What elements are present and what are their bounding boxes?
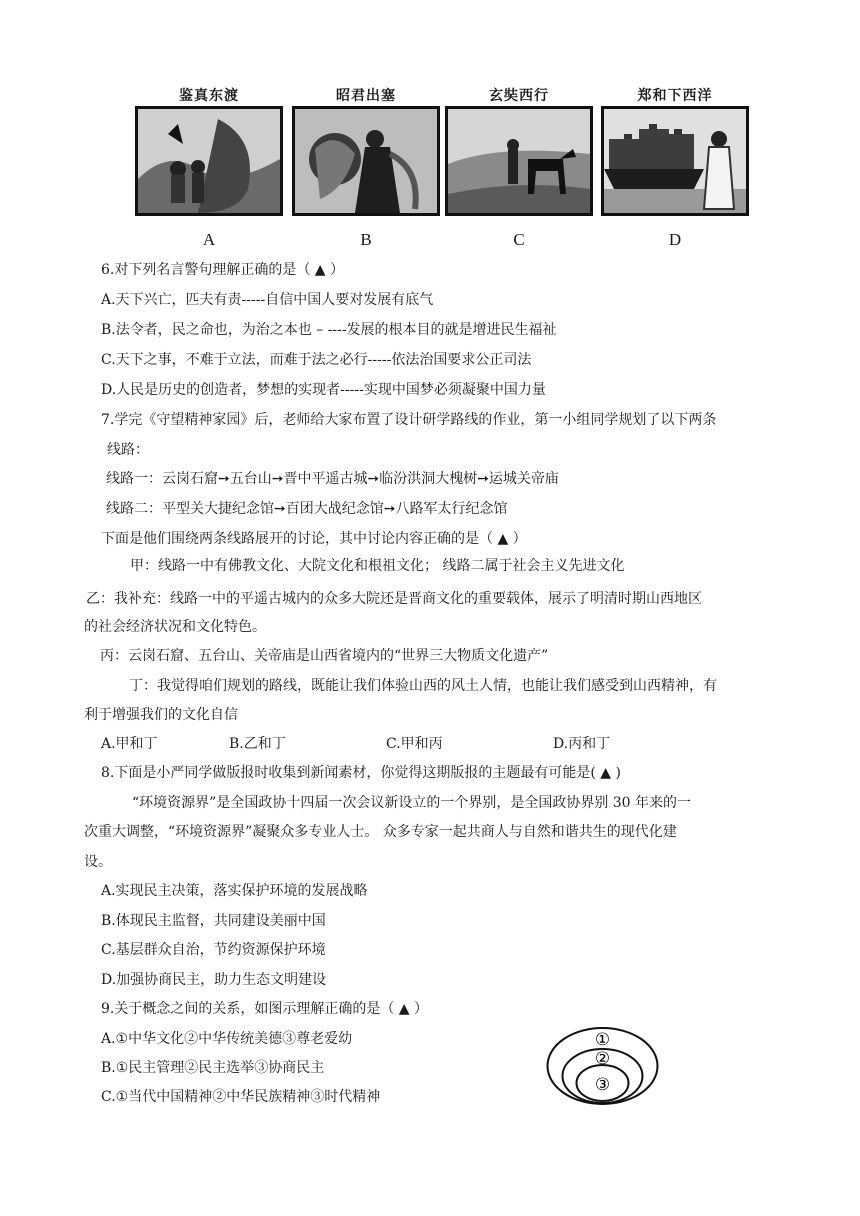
q9-option-a: A.①中华文化②中华传统美德③尊老爱幼 <box>101 1031 353 1047</box>
q6-option-b: B.法令者，民之命也，为治之本也 – ----发展的根本目的就是增进民生福祉 <box>101 322 557 338</box>
q7-yi-cont: 的社会经济状况和文化特色。 <box>84 619 266 635</box>
picture-c <box>444 86 594 250</box>
picture-letter: D <box>668 230 682 249</box>
q9-option-b: B.①民主管理②民主选举③协商民主 <box>101 1060 325 1076</box>
q7-bing: 丙：云岗石窟、五台山、关帝庙是山西省境内的“世界三大物质文化遗产” <box>100 648 549 664</box>
picture-image <box>445 106 593 216</box>
q7-route-2: 线路二：平型关大捷纪念馆➙百团大战纪念馆➙八路军太行纪念馆 <box>106 501 508 517</box>
picture-caption: 鉴真东渡 <box>179 88 239 104</box>
q9-option-c: C.①当代中国精神②中华民族精神③时代精神 <box>101 1089 381 1105</box>
q7-ding-cont: 利于增强我们的文化自信 <box>84 707 238 723</box>
picture-image <box>292 106 440 216</box>
q7-jia: 甲：线路一中有佛教文化、大院文化和根祖文化； 线路二属于社会主义先进文化 <box>130 558 625 574</box>
q7-stem: 7.学完《守望精神家园》后，老师给大家布置了设计研学路线的作业，第一小组同学规划了以下两条 <box>101 412 717 428</box>
q8-stem: 8.下面是小严同学做版报时收集到新闻素材，你觉得这期版报的主题最有可能是( ▲ ) <box>101 765 621 781</box>
q8-news: “环境资源界”是全国政协十四届一次会议新设立的一个界别，是全国政协界别 30 年来的一 <box>132 795 692 811</box>
label-3: ③ <box>594 1075 611 1095</box>
q7-ding: 丁：我觉得咱们规划的路线，既能让我们体验山西的风土人情，也能让我们感受到山西精神，有 <box>129 678 717 694</box>
q7-yi: 乙：我补充：线路一中的平遥古城内的众多大院还是晋商文化的重要载体，展示了明清时期山西地区 <box>86 591 702 607</box>
picture-letter: A <box>202 230 216 249</box>
picture-d <box>600 86 750 250</box>
q8-option-b: B.体现民主监督，共同建设美丽中国 <box>101 913 326 929</box>
q6-stem: 6.对下列名言警句理解正确的是（ ▲ ） <box>101 262 345 278</box>
q8-news-end: 设。 <box>84 854 112 870</box>
q7-stem-cont: 线路： <box>107 442 149 458</box>
q7-option-d: D.丙和丁 <box>553 736 611 752</box>
q7-prompt: 下面是他们围绕两条线路展开的讨论，其中讨论内容正确的是（ ▲ ） <box>101 531 527 547</box>
q8-option-c: C.基层群众自治，节约资源保护环境 <box>101 942 326 958</box>
picture-caption: 郑和下西洋 <box>637 88 713 104</box>
q8-option-d: D.加强协商民主，助力生态文明建设 <box>101 972 327 988</box>
q8-news-cont: 次重大调整，“环境资源界”凝聚众多专业人士。 众多专家一起共商人与自然和谐共生的现代化建 <box>84 824 677 840</box>
picture-image <box>135 106 283 216</box>
q6-option-a: A.天下兴亡，匹夫有责-----自信中国人要对发展有底气 <box>101 292 434 308</box>
label-2: ② <box>594 1049 611 1069</box>
q6-option-d: D.人民是历史的创造者，梦想的实现者-----实现中国梦必须凝聚中国力量 <box>101 382 546 398</box>
picture-caption: 玄奘西行 <box>489 88 549 104</box>
q7-route-1: 线路一：云岗石窟➙五台山➙晋中平遥古城➙临汾洪洞大槐树➙运城关帝庙 <box>106 471 559 487</box>
picture-image <box>601 106 749 216</box>
picture-letter: B <box>360 230 372 249</box>
q7-option-a: A.甲和丁 <box>101 736 158 752</box>
picture-letter: C <box>513 230 525 249</box>
picture-a <box>134 86 284 250</box>
q8-option-a: A.实现民主决策，落实保护环境的发展战略 <box>101 883 368 899</box>
q7-option-b: B.乙和丁 <box>229 736 286 752</box>
picture-row <box>134 86 744 249</box>
picture-caption: 昭君出塞 <box>336 88 396 104</box>
picture-b <box>291 86 441 250</box>
label-1: ① <box>594 1030 611 1050</box>
concept-diagram <box>545 1026 660 1106</box>
q9-stem: 9.关于概念之间的关系，如图示理解正确的是（ ▲ ） <box>101 1001 429 1017</box>
q6-option-c: C.天下之事，不难于立法，而难于法之必行-----依法治国要求公正司法 <box>101 352 532 368</box>
q7-option-c: C.甲和丙 <box>386 736 443 752</box>
